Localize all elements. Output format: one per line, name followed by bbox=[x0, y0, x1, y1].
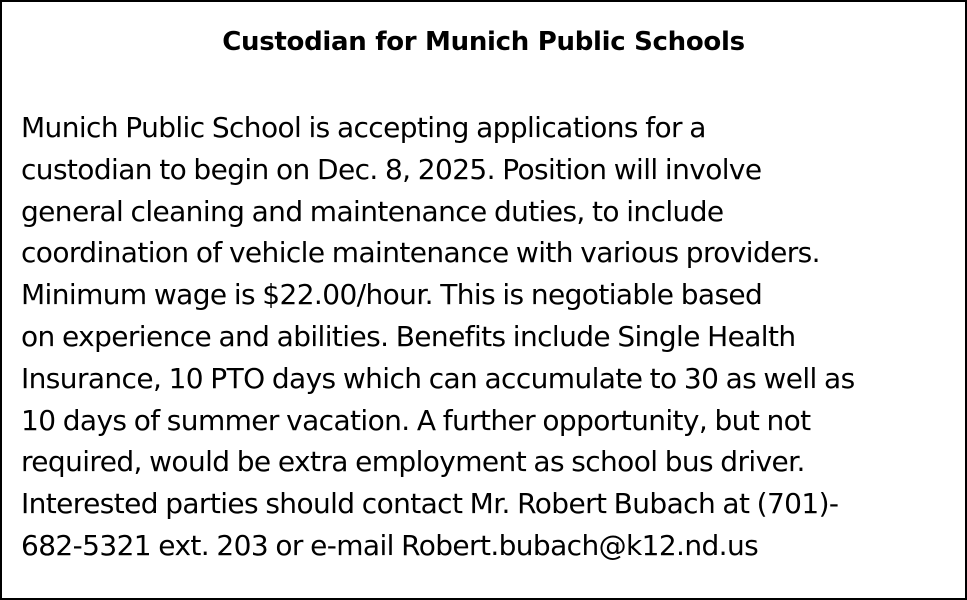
body-line: general cleaning and maintenance duties, to include bbox=[21, 194, 724, 228]
body-line: required, would be extra employment as school bus driver. bbox=[21, 445, 805, 479]
body-line: Insurance, 10 PTO days which can accumulate to 30 as well as bbox=[21, 361, 855, 395]
body-line: 10 days of summer vacation. A further opportunity, but not bbox=[21, 403, 811, 437]
ad-title: Custodian for Munich Public Schools bbox=[222, 27, 745, 57]
body-line: Minimum wage is $22.00/hour. This is negotiable based bbox=[21, 278, 763, 312]
body-line: 682-5321 ext. 203 or e-mail Robert.bubach@k12.nd.us bbox=[21, 528, 759, 562]
body-line: Interested parties should contact Mr. Robert Bubach at (701)- bbox=[21, 487, 839, 521]
body-line: custodian to begin on Dec. 8, 2025. Position will involve bbox=[21, 152, 762, 186]
body-line: coordination of vehicle maintenance with various providers. bbox=[21, 236, 820, 270]
ad-body-text bbox=[21, 107, 956, 567]
body-line: on experience and abilities. Benefits include Single Health bbox=[21, 319, 796, 353]
body-line: Munich Public School is accepting applications for a bbox=[21, 111, 706, 144]
